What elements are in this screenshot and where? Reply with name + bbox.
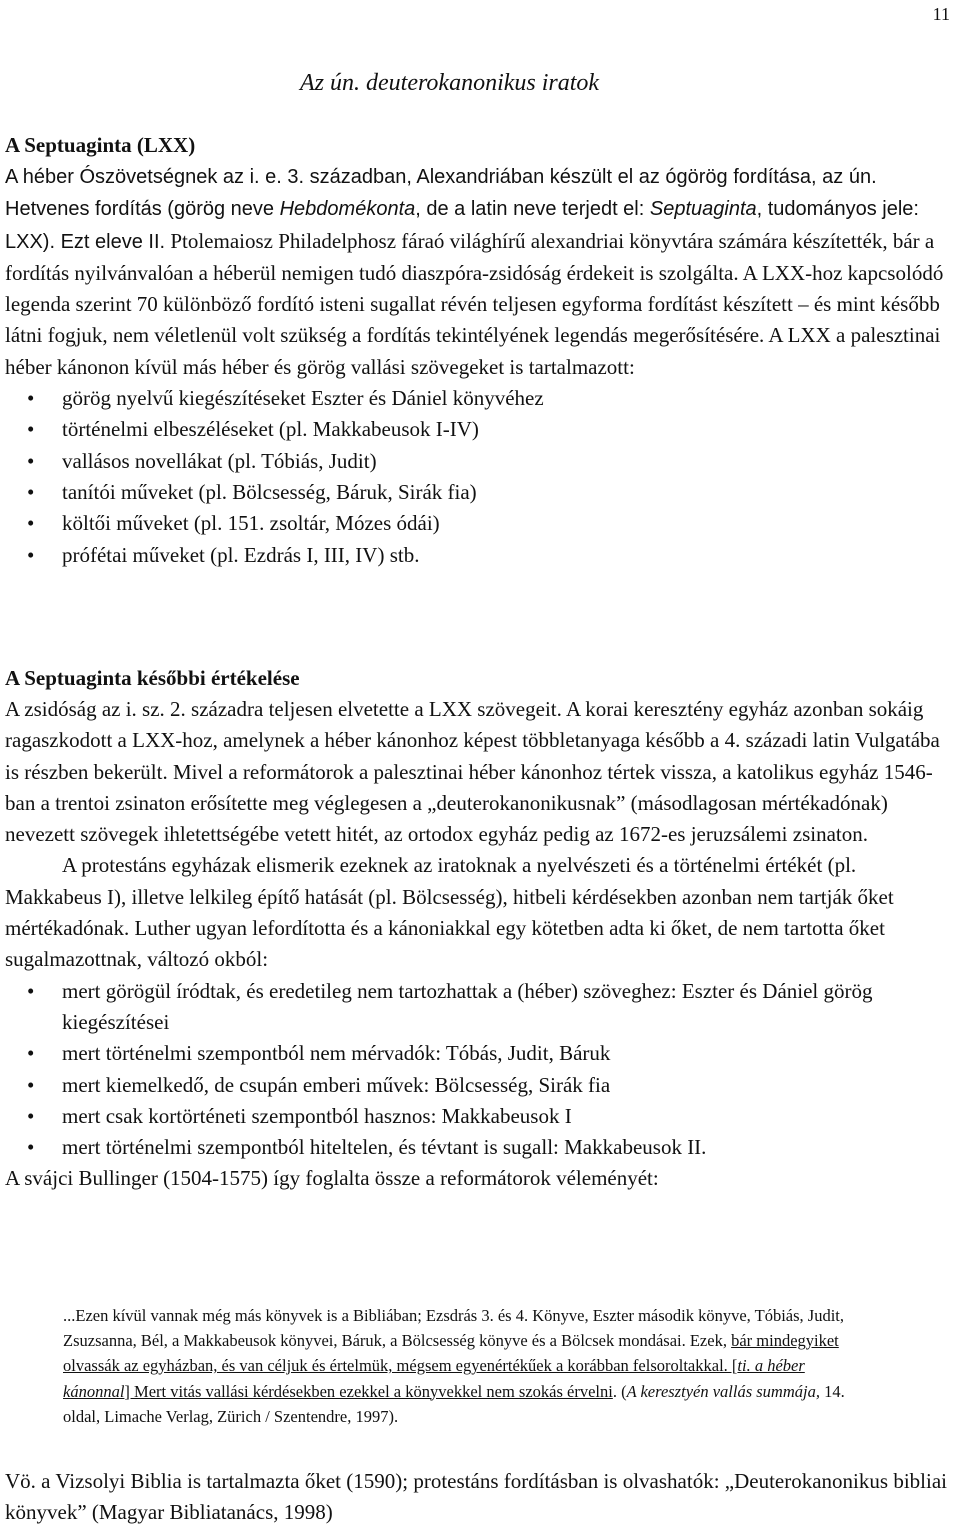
list-item: • görög nyelvű kiegészítéseket Eszter és Dániel könyvéhez	[5, 383, 957, 414]
document-title: Az ún. deuterokanonikus iratok	[300, 70, 600, 96]
section-septuaginta	[5, 130, 957, 571]
list-item: • mert görögül íródtak, és eredetileg nem tartozhattak a (héber) szöveghez: Eszter és Dániel görög kiegészítései	[5, 976, 957, 1039]
list-item: • költői műveket (pl. 151. zsoltár, Mózes ódái)	[5, 508, 957, 539]
list-item: • mert csak kortörténeti szempontból hasznos: Makkabeusok I	[5, 1101, 957, 1132]
closing-paragraph: Vö. a Vizsolyi Biblia is tartalmazta őket (1590); protestáns fordításban is olvashatók: „Deuterokanonikus bibliai könyvek” (Magyar Bibliatanács, 1998)	[5, 1469, 947, 1525]
list-item: • mert kiemelkedő, de csupán emberi művek: Bölcsesség, Sirák fia	[5, 1070, 957, 1101]
paragraph: A protestáns egyházak elismerik ezeknek az iratoknak a nyelvészeti és a történelmi értékét (pl. Makkabeus I), illetve lelkileg építő hatását (pl. Bölcsesség), hitbeli kérdésekben azonban nem tartják őket mértékadónak. Luther ugyan lefordította és a kánoniakkal egy kötetben adta ki őket, de nem tartotta őket sugalmazottnak, változó okból:	[5, 853, 894, 972]
list-item: • mert történelmi szempontból hiteltelen, és tévtant is sugall: Makkabeusok II.	[5, 1132, 957, 1163]
list-item: • tanítói műveket (pl. Bölcsesség, Báruk, Sirák fia)	[5, 477, 957, 508]
section-evaluation	[5, 663, 957, 1195]
lxx-contents-list	[5, 383, 957, 571]
list-item: • prófétai műveket (pl. Ezdrás I, III, IV) stb.	[5, 540, 957, 571]
block-quote: ...Ezen kívül vannak még más könyvek is a Bibliában; Ezsdrás 3. és 4. Könyve, Eszter második könyve, Tóbiás, Judit, Zsuzsanna, Bél, a Makkabeusok könyvei, Báruk, a Bölcsesség könyve és a Bölcsek mondásai. Ezek, bár mindegyiket olvassák az egyházban, és van céljuk és értelmük, mégsem egyenértékűek a korábban felsoroltakkal. [ti. a héber kánonnal] Mert vitás vallási kérdésekben ezekkel a könyvekkel nem szokás érvelni. (A keresztyén vallás summája, 14. oldal, Limache Verlag, Zürich / Szentendre, 1997).	[63, 1306, 845, 1426]
list-item: • vallásos novellákat (pl. Tóbiás, Judit)	[5, 446, 957, 477]
section-heading: A Septuaginta (LXX)	[5, 133, 196, 157]
section-heading: A Septuaginta későbbi értékelése	[5, 666, 300, 690]
page-number: 11	[932, 4, 950, 24]
paragraph-intro: A héber Ószövetségnek az i. e. 3. században, Alexandriában készült el az ógörög fordítása, az ún. Hetvenes fordítás (görög neve Hebdomékonta, de a latin neve terjedt el: Septuaginta, tudományos jele: LXX). Ezt eleve II. Ptolemaiosz Philadelphosz fáraó világhírű alexandriai könyvtára számára készítették, bár a fordítás nyilvánvalóan a héberül nemigen tudó diaszpóra-zsidóság érdekeit is szolgálta. A LXX-hoz kapcsolódó legenda szerint 70 különböző fordító isteni sugallat révén teljesen egyforma fordítást készített – és mint később látni fogjuk, nem véletlenül volt szükség a fordítás tekintélyének legendás megerősítésére. A LXX a palesztinai héber kánonon kívül más héber és görög vallási szövegeket is tartalmazott:	[5, 166, 944, 379]
list-item: • történelmi elbeszéléseket (pl. Makkabeusok I-IV)	[5, 414, 957, 445]
luther-reasons-list	[5, 976, 957, 1164]
paragraph: A svájci Bullinger (1504-1575) így foglalta össze a reformátorok véleményét:	[5, 1166, 659, 1191]
paragraph: A zsidóság az i. sz. 2. századra teljesen elvetette a LXX szövegeit. A korai keresztény egyház azonban sokáig ragaszkodott a LXX-hoz, amelynek a héber kánonhoz képest többletanyaga később a 4. századi latin Vulgatába is részben bekerült. Mivel a reformátorok a palesztinai héber kánonhoz tértek vissza, a katolikus egyház 1546-ban a trentoi zsinaton erősítette meg véglegesen a „deuterokanonikusnak” (másodlagosan mértékadónak) nevezett szövegek ihletettségébe vetett hitét, az ortodox egyház pedig az 1672-es jeruzsálemi zsinaton.	[5, 697, 940, 847]
list-item: • mert történelmi szempontból nem mérvadók: Tóbás, Judit, Báruk	[5, 1038, 957, 1069]
